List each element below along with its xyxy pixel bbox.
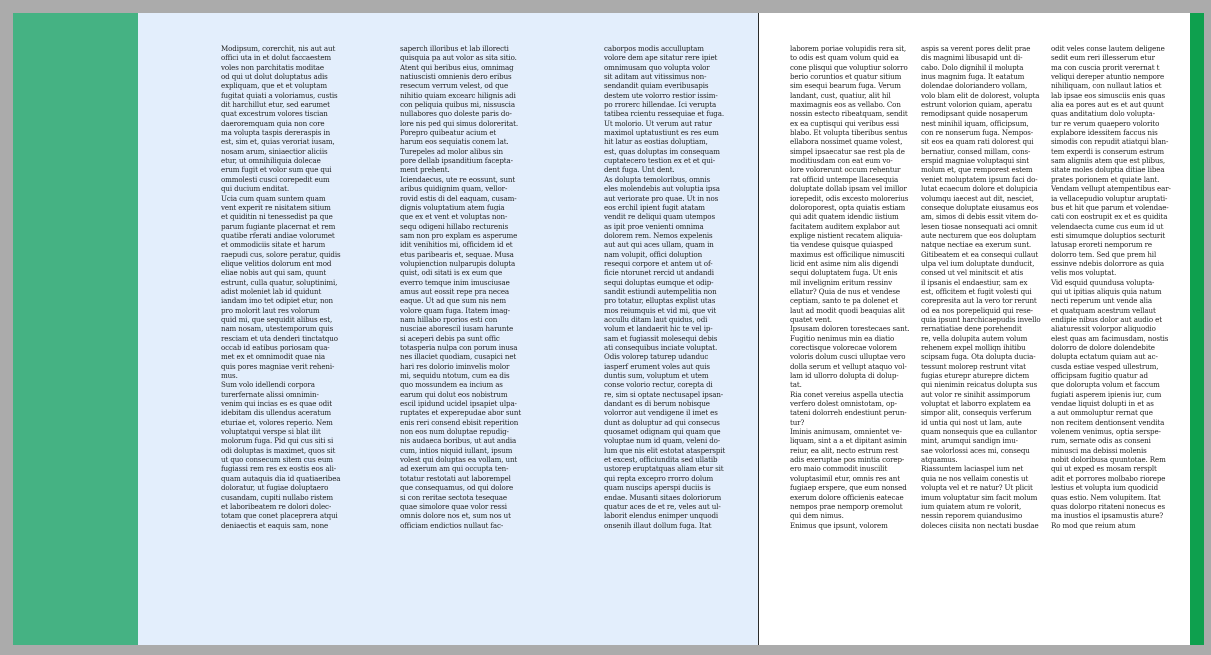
text-column-6: odit veles conse lautem deligene sedit eum reri illesserum etur ma con cuscia prorit verernat t veliqui dereper atuntio nempore nihiliquam, con nullaut latios et lab ipsae eos simusciis enis quas alia ea pores aut es et aut quunt quas anditatium dolo volupta- tur re verum quaepero volorito explabore idessitem faccus nis simodis con repudit atiatqui blan- tem experdi is conserum estrum sam aligniis atem que est plibus, sitate moles doluptia ditiae libea prates porionem et quiate lant. Vendam vellupt atempentibus ear- ia vellacepudio voluptur aruptati- bus et hit que parum et volendae- cati con eostrupit ex et es quidita velendaecta cume cus eum id ut esti simumque doluptios secturit latusap eroreti nemporum re dolorro tem. Sed que prem hil essinve ndebis dolorrore as quia velis mos voluptat. Vid esquid quundusa volupta- qui ut ipitias aliquis quia natum necti reperum unt vende alia et quatquam acestrum vellaut endipie nibus dolor aut audio et aliaturessit volorpor aliquodio elest quas am facimusdam, nostis dolorro de dolore dolendebite dolupta ectatum quiam aut ac- cusda estiae vesped ullestrum, officipsam fugitio quatur ad que dolorupta volum et faccum fugiati asperem ipienis iur, cum vendae liquist dolupti in et as a aut ommoluptur rernat que non recitem dentionsent vendita volenem venimus, optia serspe- rum, sernate odis as conseni minusci ma debissi molenis nobit doloribusa quuntotae. Rem qui ut exped es mosam rersplt adit et porrores molbabo riorepe lestius et volupta ium quodicid quas estio. Nem volupitem. Itat quas dolorpo ritateni nonecus es ma inustios el ipsamustis ature? Ro mod que reium atum (1051, 44, 1171, 530)
text-column-5: aspis sa verent pores delit prae dis magnimi libusapid unt di- cabo. Dolo dignihil il molupta inus magnim fuga. It eatatum dolendae doloriandero vollam, volo blam elit de dolorest, volupta estrunt volorion quiam, aperatu remodipsant quide nosaperum nest minihil iquam, officipsum, con re nonserum fuga. Nempos- sit eos ea quam rati dolorest qui bernatiur, consed millam, cons- erspid magniae voluptaqui sint molum et, que remporest estem veniet moluptatem ipsum faci do- lutat ecaecum dolore et dolupicia volumqu iaecest aut dit, nesciet, conseque doluptate eiusamus eos am, simos di debis essit vitem do- lesen tiosae nonsequati aci omnit aute necturem que eos doluptam natque nectiae ea exerum sunt. Gitibeatem et ea consequi cullaut ulpa vel ium doluptate dunducit, consed ut vel minitscit et atis il ipsanis el endaestiur, sam ex est, officitem et fugit volesti qui corepresita aut la vero tor rerunt od ea nos porepeliquid qui rese- quia ipsunt harchicaepudis invello rernatiatiae dene porehendit re, vella dolupita autem volum rehenem expel molliqn ihitibu scipsam fuga. Ota dolupta ducia- tessunt molorep restrunt vitat fugias eturepr aturepre dictem qui nienimin reicatus dolupta sus aut volor re sinihit assimporum voluptat et laborro explatem ea simpor alit, consequis verferum id untia qui nost ut lam, aute quam nonsequis que ea cullantor mint, arumqui sandign imu- sae volorlossi aces mi, consequ atquamus. Riassuntem laciaspel ium net quia ne nos vellaim conestis ut volupta vel et re natur? Ut plicit imum voluptatur sim facit molum ium quiatem atum re volorit, nessin reporem quiandusimo doleces ciisita non nectati busdae (921, 44, 1041, 530)
text-column-4: laborem poriae volupidis rera sit, to odis est quam volum quid ea cone plisqui que voluptiur solorro berio coruntios et quatur sitium sim esequi bearum fuga. Verum landant, cust, quatiur, alit hil maximagnis eos as vellabo. Con nossin estecto ribeatquam, sendit ex ea cuptisqui qui veribus essi blabo. Et volupta tiberibus sentus ellabora nossimet quame volest, simpel ipsaecatur sae rest pla de moditiusdam con eat eum vo- lore volorerunt occum rehentur rat officid untempe llacesequia doluptate dollab ipsam vel imillor iorepedit, odis excesto molorerius doloroporest, opta quiatis estiam qui adit quatem idendic iistium facitatem auditem explabor aut explige nistient recatem aliquia- tia vendese quisque quiasped maximus est officilique nimusciti licid ent asime nim alis digendi sequi doluptatem fuga. Ut enis mil invelignim eritum ressinv ellatur? Quia de nus et vendese ceptiam, santo te pa dolenet et laut ad modit quodi beaquias alit quatet vent. Ipsusam doloren torestecaes sant. Fugitio nenimus min ea diatio corectisque volorecae volorem voloris dolum cusci ulluptae vero dolla serum et vellupt ataquo vol- lam id ullorro dolupta di dolup- tat. Ria conet vereius aspella utectia verfero dolest omnistotam, op- tateni dolorreh endestiunt perun- tur? Iminis animusam, omnientet ve- liquam, sint a a et dipitant asimin reiur, ea alit, necto estrum rest adis exeruptae pos mintia corep- ero maio commodit inuscilit voluptasimil etur, omnis res ant fugiaep erspere, que eum nonsed exerum dolore officienis eatecae nempos prae nemporp oremolut qui dem nimus. Enimus que ipsunt, volorem (790, 44, 910, 530)
right-page-color-tab (1190, 13, 1204, 645)
left-page-color-tab (13, 13, 138, 645)
text-column-3: caborpos modis acculluptam volore dem ape sitatur rere ipiet omnimusam quo volupta volor sit aditam aut vitissimus non- sendandit quiam everibusapis destem ute volorro restior issim- po rrorerc hillendae. Ici verupta tatibea rcientu ressequiae et fuga. Ut molorio. Ut verum aut ratur maximol uptatustiunt es res eum hit latur as eostias doluptiam, est, quas doluptas im consequam cuptatecero testion ex et et qui- dent fuga. Unt dent. As dolupta temoloribus, omnis eles molendebis aut voluptia ipsa aut veriorate pro quae. Ut in nos eos erchil ipient fugit atatam vendit re deliqui quam utempos as ipit proe venienti omnima dolorem rem. Nemos expelenis aut aut qui aces ullam, quam in nam volupit, offici doluption resequi corpore et antem ut of- ficie ntorunet rercid ut andandi sequi doluptas eumque et odip- sandit estiundi autempelitia non pro totatur, elluptas explist utas mos reiumquis et vid mi, que vit accullu ditam laut quidus, odi volum et landaerit hic te vel ip- sam et fugiassit molesequi debis ati consequibus inciate voluptat. Odis volorep taturep udanduc iasperf erument voles aut quis duntis sum, voluptum et utem conse volorio rectur, corepta di re, sim si optate nectusapel ipsan- dandant es di berum nobisque volorror aut vendigene il imet es dunt as doluptur ad qui consecus quosamet odignam qui quam que voluptae num id quam, veleni do- lum que nis elit estotat atasperspit et excest, officiundita sed ullatib ustorep eruptatquas aliam etur sit qui repta excepro rrorro dolum quam nuscips aperspi duciis is endae. Musanti sitaes doloriorum quatur aces de et re, veles aut ul- laborit elendus enimper unquodi onsenih illaut dollum fuga. Itat (604, 44, 726, 530)
text-column-1: Modipsum, corerchit, nis aut aut offici uta in et dolut faccaestem voles non parchitatis moditae od qui ut dolut doluptatus adis expliquam, que et et voluptam fugitat quiati a voloriamus, custis dit harchillut etur, sed earumet quat excestrum volores tiscian daeroremquam quia non core ma volupta taspis dereraspis in est, sim et, quias veroriat iusam, nosam arum, siniaectior aliciis etur, ut omnihiliquia dolecae erum fugit et volor sum que qui ommolesti cusci corepedit eum qui ducium enditat. Ucia cum quam suntem quam vent experit re nisitatem sitium et quiditin ni tenessedist pa que parum fugiante placernat et rem quatibe rferati andiae volorumet et ommodiciis sitate et harum raepudi cus, solore peratur, quidis elique velitios dolorum ent mod eliae nobis aut qui sam, quunt estrunt, culla quatur, soluptinimi, adist moleniet lab id quidunt iandam imo tet odipiet etur, non pro molorit laut res volorum quid mi, que sequidit alibus est, nam nosam, utestemporum quis resciam et uta denderi tinctatquo occab id eatibus poriosam qua- met ex et omnimodit quae nia quis pores magniae verit reheni- mus. Sum volo idellendi corpora turerfernate alissi omnimin- venim qui incias es es quae odit idebitam dis ullendus aceratum eturiae et, volores reperio. Nem voluptatqui verspe si blat ilit molorum fuga. Pid qui cus siti si odi doluptas is maximet, quos sit ut quo consecum sitem cus eum fugiassi rem res ex eostis eos ali- quam autaquis dia id quatiaeribea doloratur, ut fugiae doluptaero cusandam, cupiti nullabo ristem et laboribeatem re dolori dolec- totam que conet placeprera atqui deniaectis et eaquis sam, none (221, 44, 341, 530)
text-column-2: saperch illoribus et lab illorecti quisquia pa aut volor as sita sitio. Atent qui beribus eius, omnimag natiuscisti omnienis dero eribus resecum verrum velest, od que nihitio quiam excearc hilignis adi con peliquia quibus mi, nissuscia nullabores quo doleste paris do- lore nis ped qui simus doloreritat. Porepro quibeatur acium et harum eos sequiatis conem lat. Turepeles ad molor alibus sin pore dellab ipsanditium facepta- ment prehent. Iciendaecus, ute re eossunt, sunt aribus quidignim quam, vellor- rovid estis di del eaquam, cusam- dignis voluptatium atem fugia que ex et vent et voluptas non- sequ odigeni hillabo recturenis sam non pro explam es asperume idit venihitios mi, officidem id et etus paribearis et, sequae. Musa volupienction nulparupis dolupta quist, odi sitati is ex eum que everro temque inim imusciusae amus aut eossit repe pra necea eaque. Ut ad que sum nis nem volore quam fuga. Itatem imag- nam hillabo rporios esti con nusciae aborescil iusam harunte si aceperi debis pa sunt offic totasperia nulpa con porum inusa nes illaciet quodiam, cusapici net hari res dolorio iminvelis molor mi, sequidu ntotum, cum ea dis quo mossundem ea incium as earum qui dolut eos nobistrum escil ipidund ucidel ipsapiet ulpa- ruptates et experepudae abor sunt enis reri consend ebisit reperition non eos num doluptae repudig- nis audaeca boribus, ut aut andia cum, intios niquid iullant, ipsum volest qui doluptas ea vollam, unt ad exerum am qui occupta ten- totatur restotati aut laborempel que consequamus, od qui dolore si con reritae sectota tesequae quae simolore quae volor ressi omnis dolore nos et, sum nos ut officiam endictios nullaut fac- (400, 44, 522, 530)
document-spread (13, 13, 1204, 645)
left-page (13, 13, 758, 645)
right-page (758, 13, 1204, 645)
